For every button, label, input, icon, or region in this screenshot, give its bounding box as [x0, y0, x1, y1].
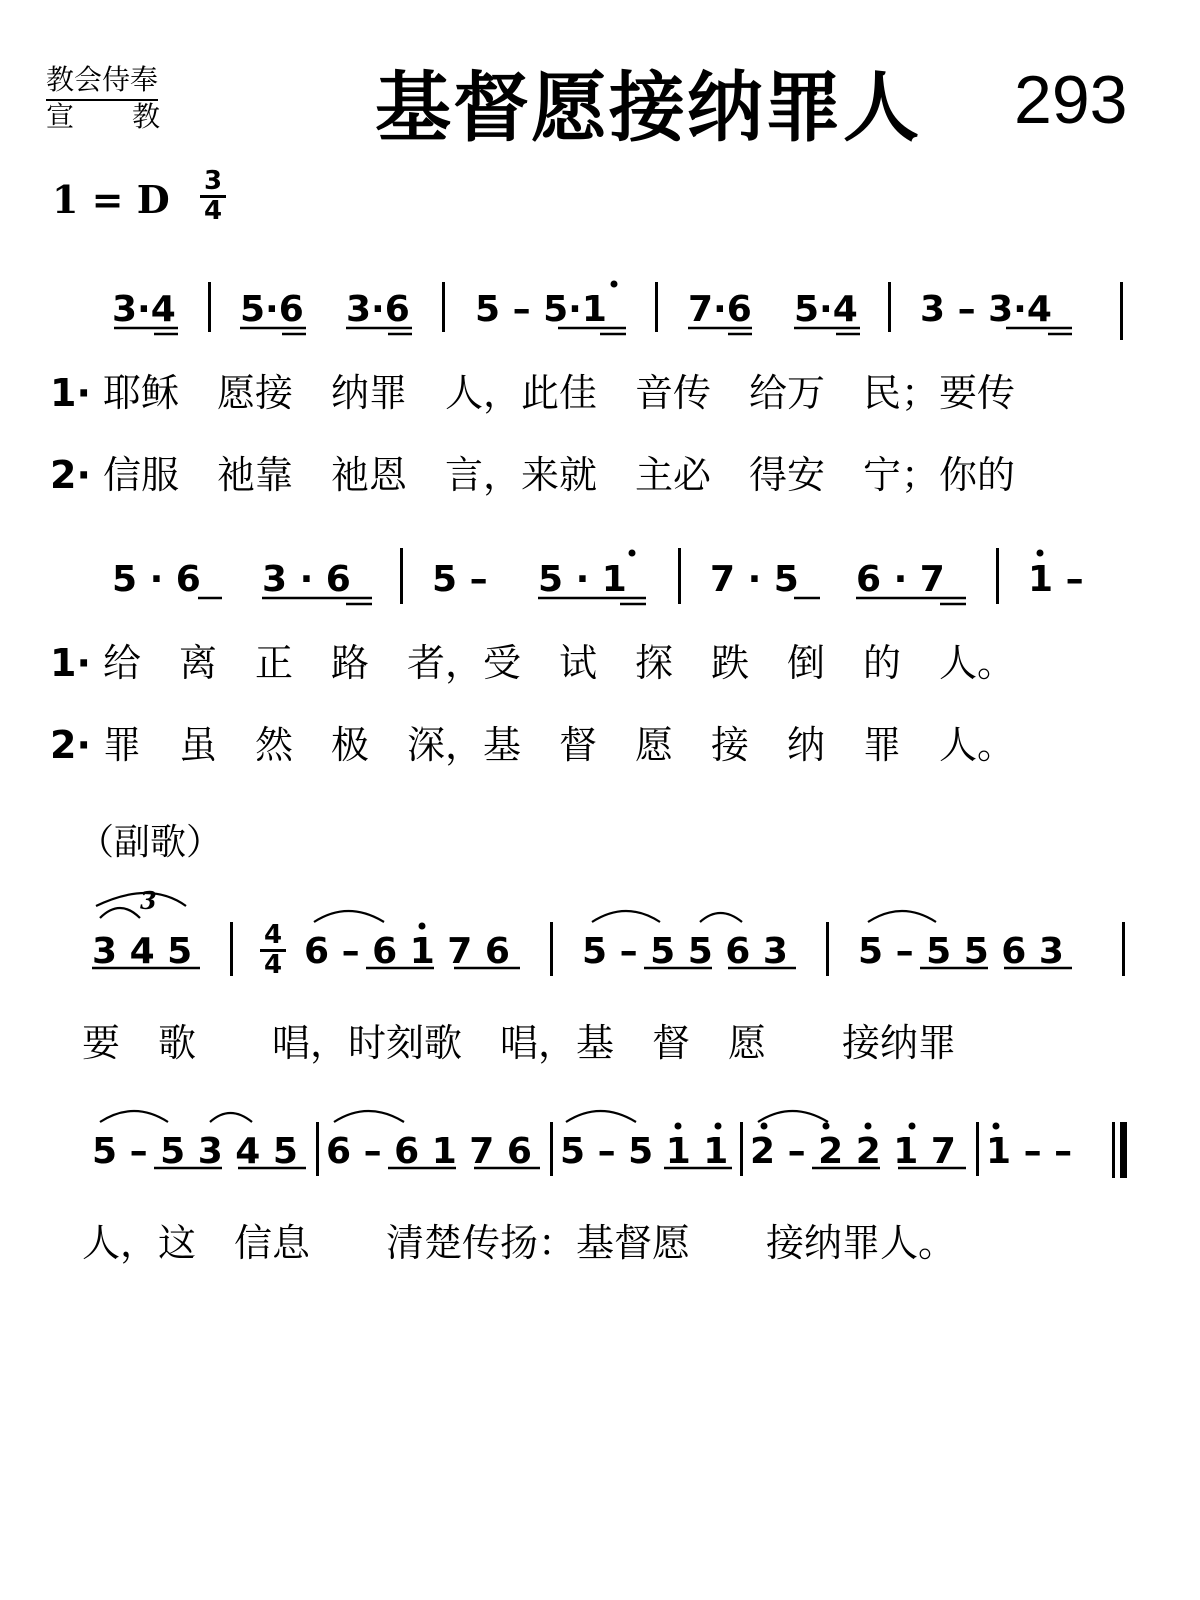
time-change-numerator: 4 [260, 922, 286, 952]
octave-dot [823, 1123, 830, 1130]
note-group: 2 – 2 2 1 7 [750, 1131, 956, 1172]
slur [566, 1111, 636, 1122]
lyric-text: 给 离 正 路 者，受 试 探 跌 倒 的 人。 [102, 641, 1015, 685]
note-group: 7 · 5 [710, 559, 799, 600]
note-group: 6 – 6 1 7 6 [304, 931, 510, 972]
slur [700, 913, 742, 922]
octave-dot [761, 1123, 768, 1130]
triplet-mark: 3 [140, 886, 157, 915]
slur [314, 911, 384, 922]
time-change-denominator: 4 [263, 950, 283, 980]
note-group: 5 · 6 [112, 559, 201, 600]
hymn-title: 基督愿接纳罪人 [375, 63, 921, 152]
octave-dot [1037, 550, 1044, 557]
octave-dot [611, 281, 618, 288]
note-group: 1 – [1028, 559, 1084, 600]
time-signature-denominator: 4 [203, 196, 223, 226]
slur [758, 1111, 828, 1122]
note-group: 5 – [432, 559, 488, 600]
time-signature-numerator: 3 [200, 168, 226, 198]
note-group: 3 · 6 [262, 559, 351, 600]
note-group: 5 – 5 5 6 3 [858, 931, 1064, 972]
verse-number: 2· [50, 723, 91, 767]
verse-number: 2· [50, 453, 91, 497]
chorus-lyric-line-1: 要 歌 唱，时刻歌 唱，基 督 愿 接纳罪 [82, 1021, 957, 1065]
octave-dot [993, 1123, 1000, 1130]
octave-dot [419, 923, 426, 930]
note-group: 5 – 5 5 6 3 [582, 931, 788, 972]
verse-number: 1· [50, 371, 91, 415]
note-group: 5·4 [794, 289, 858, 330]
category-line-1: 教会侍奉 [46, 62, 158, 101]
category-line-2: 宣教 [46, 100, 219, 133]
verse-number: 1· [50, 641, 91, 685]
note-group: 1 – – [986, 1131, 1073, 1172]
lyric-text: 罪 虽 然 极 深，基 督 愿 接 纳 罪 人。 [102, 723, 1015, 767]
note-group: 3·4 [112, 289, 176, 330]
lyric-text: 耶稣 愿接 纳罪 人，此佳 音传 给万 民；要传 [102, 371, 1015, 415]
note-group: 6 · 7 [856, 559, 945, 600]
octave-dot [865, 1123, 872, 1130]
note-group: 5 · 1 [538, 559, 627, 600]
note-group: 7·6 [688, 289, 752, 330]
slur [868, 911, 936, 922]
note-group: 5 – 5·1 [475, 289, 607, 330]
note-group: 5 – 5 3 4 5 [92, 1131, 298, 1172]
slur [334, 1111, 404, 1122]
lyric-text: 信服 祂靠 祂恩 言，来就 主必 得安 宁；你的 [102, 453, 1015, 497]
octave-dot [715, 1123, 722, 1130]
slur [210, 1113, 252, 1122]
note-group: 5 – 5 1 1 [560, 1131, 729, 1172]
note-group: 3·6 [346, 289, 410, 330]
note-group: 3 4 5 [92, 931, 193, 972]
slur [100, 908, 140, 918]
chorus-label: （副歌） [78, 822, 223, 863]
note-group: 3 – 3·4 [920, 289, 1052, 330]
chorus-lyric-line-2: 人，这 信息 清楚传扬：基督愿 接纳罪人。 [82, 1221, 957, 1265]
octave-dot [629, 550, 636, 557]
triplet-bracket [96, 893, 186, 906]
note-group: 5·6 [240, 289, 304, 330]
hymn-number: 293 [1014, 62, 1128, 138]
note-group: 6 – 6 1 7 6 [326, 1131, 532, 1172]
slur [100, 1111, 168, 1122]
octave-dot [909, 1123, 916, 1130]
key-signature: 1 = D [52, 177, 170, 222]
octave-dot [675, 1123, 682, 1130]
slur [592, 911, 660, 922]
